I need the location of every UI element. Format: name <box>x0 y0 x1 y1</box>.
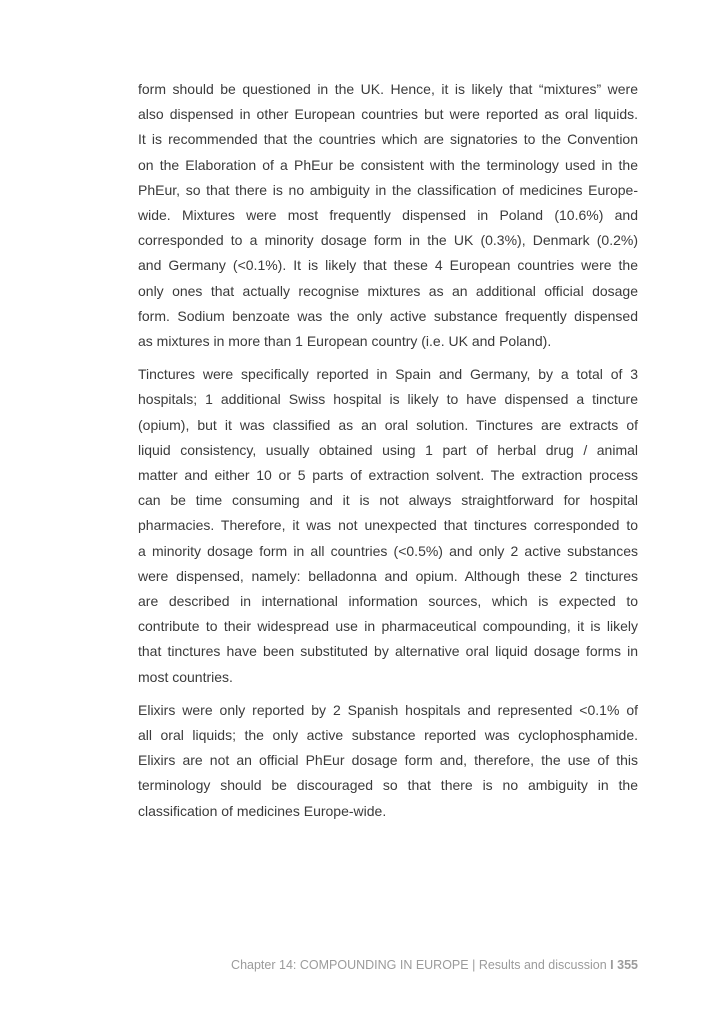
text-line: PhEur, so that there is no ambiguity in the classification of medicines Europe- <box>138 181 638 198</box>
text-line: and Germany (<0.1%). It is likely that these 4 European countries were the <box>138 257 638 274</box>
text-line: terminology should be discouraged so that there is no ambiguity in the <box>138 777 638 794</box>
text-line: were dispensed, namely: belladonna and opium. Although these 2 tinctures <box>138 567 638 584</box>
text-line: corresponded to a minority dosage form in the UK (0.3%), Denmark (0.2%) <box>138 232 638 249</box>
footer-section-label: Results and discussion <box>478 958 607 972</box>
text-line: are described in international information sources, which is expected to <box>138 593 638 610</box>
text-line: all oral liquids; the only active substance reported was cyclophosphamide. <box>138 727 638 744</box>
text-line: contribute to their widespread use in pharmaceutical compounding, it is likely <box>138 618 638 635</box>
text-line: Elixirs were only reported by 2 Spanish hospitals and represented <0.1% of <box>138 701 638 718</box>
paragraph <box>138 77 638 354</box>
text-line: that tinctures have been substituted by alternative oral liquid dosage forms in <box>138 643 638 660</box>
text-line: can be time consuming and it is not always straightforward for hospital <box>138 492 638 509</box>
text-line: only ones that actually recognise mixtures as an additional official dosage <box>138 282 638 299</box>
text-line: also dispensed in other European countries but were reported as oral liquids. <box>138 106 638 123</box>
text-line: matter and either 10 or 5 parts of extraction solvent. The extraction process <box>138 467 638 484</box>
footer-separator: | <box>472 958 476 972</box>
text-line: wide. Mixtures were most frequently dispensed in Poland (10.6%) and <box>138 207 638 224</box>
text-line: (opium), but it was classified as an oral solution. Tinctures are extracts of <box>138 416 638 433</box>
text-line: pharmacies. Therefore, it was not unexpected that tinctures corresponded to <box>138 517 638 534</box>
text-line: form should be questioned in the UK. Hence, it is likely that “mixtures” were <box>138 81 638 97</box>
text-line: on the Elaboration of a PhEur be consistent with the terminology used in the <box>138 156 638 173</box>
text-line: liquid consistency, usually obtained using 1 part of herbal drug / animal <box>138 441 638 458</box>
text-line: form. Sodium benzoate was the only active substance frequently dispensed <box>138 307 638 324</box>
text-line: Elixirs are not an official PhEur dosage form and, therefore, the use of this <box>138 752 638 769</box>
footer-chapter-label: Chapter 14: COMPOUNDING IN EUROPE <box>231 958 469 972</box>
footer-page-number: 355 <box>617 958 638 972</box>
text-line: hospitals; 1 additional Swiss hospital is likely to have dispensed a tincture <box>138 391 638 408</box>
text-line: classification of medicines Europe-wide. <box>138 802 387 819</box>
page-body <box>138 77 638 832</box>
footer-page-marker: I <box>610 958 614 972</box>
text-line: a minority dosage form in all countries (<0.5%) and only 2 active substances <box>138 542 638 559</box>
text-line: most countries. <box>138 668 233 685</box>
text-line: It is recommended that the countries which are signatories to the Convention <box>138 131 638 148</box>
paragraph <box>138 362 638 690</box>
paragraph <box>138 698 638 824</box>
text-line: as mixtures in more than 1 European country (i.e. UK and Poland). <box>138 333 552 350</box>
text-line: Tinctures were specifically reported in Spain and Germany, by a total of 3 <box>138 366 638 383</box>
page-footer <box>138 957 638 973</box>
